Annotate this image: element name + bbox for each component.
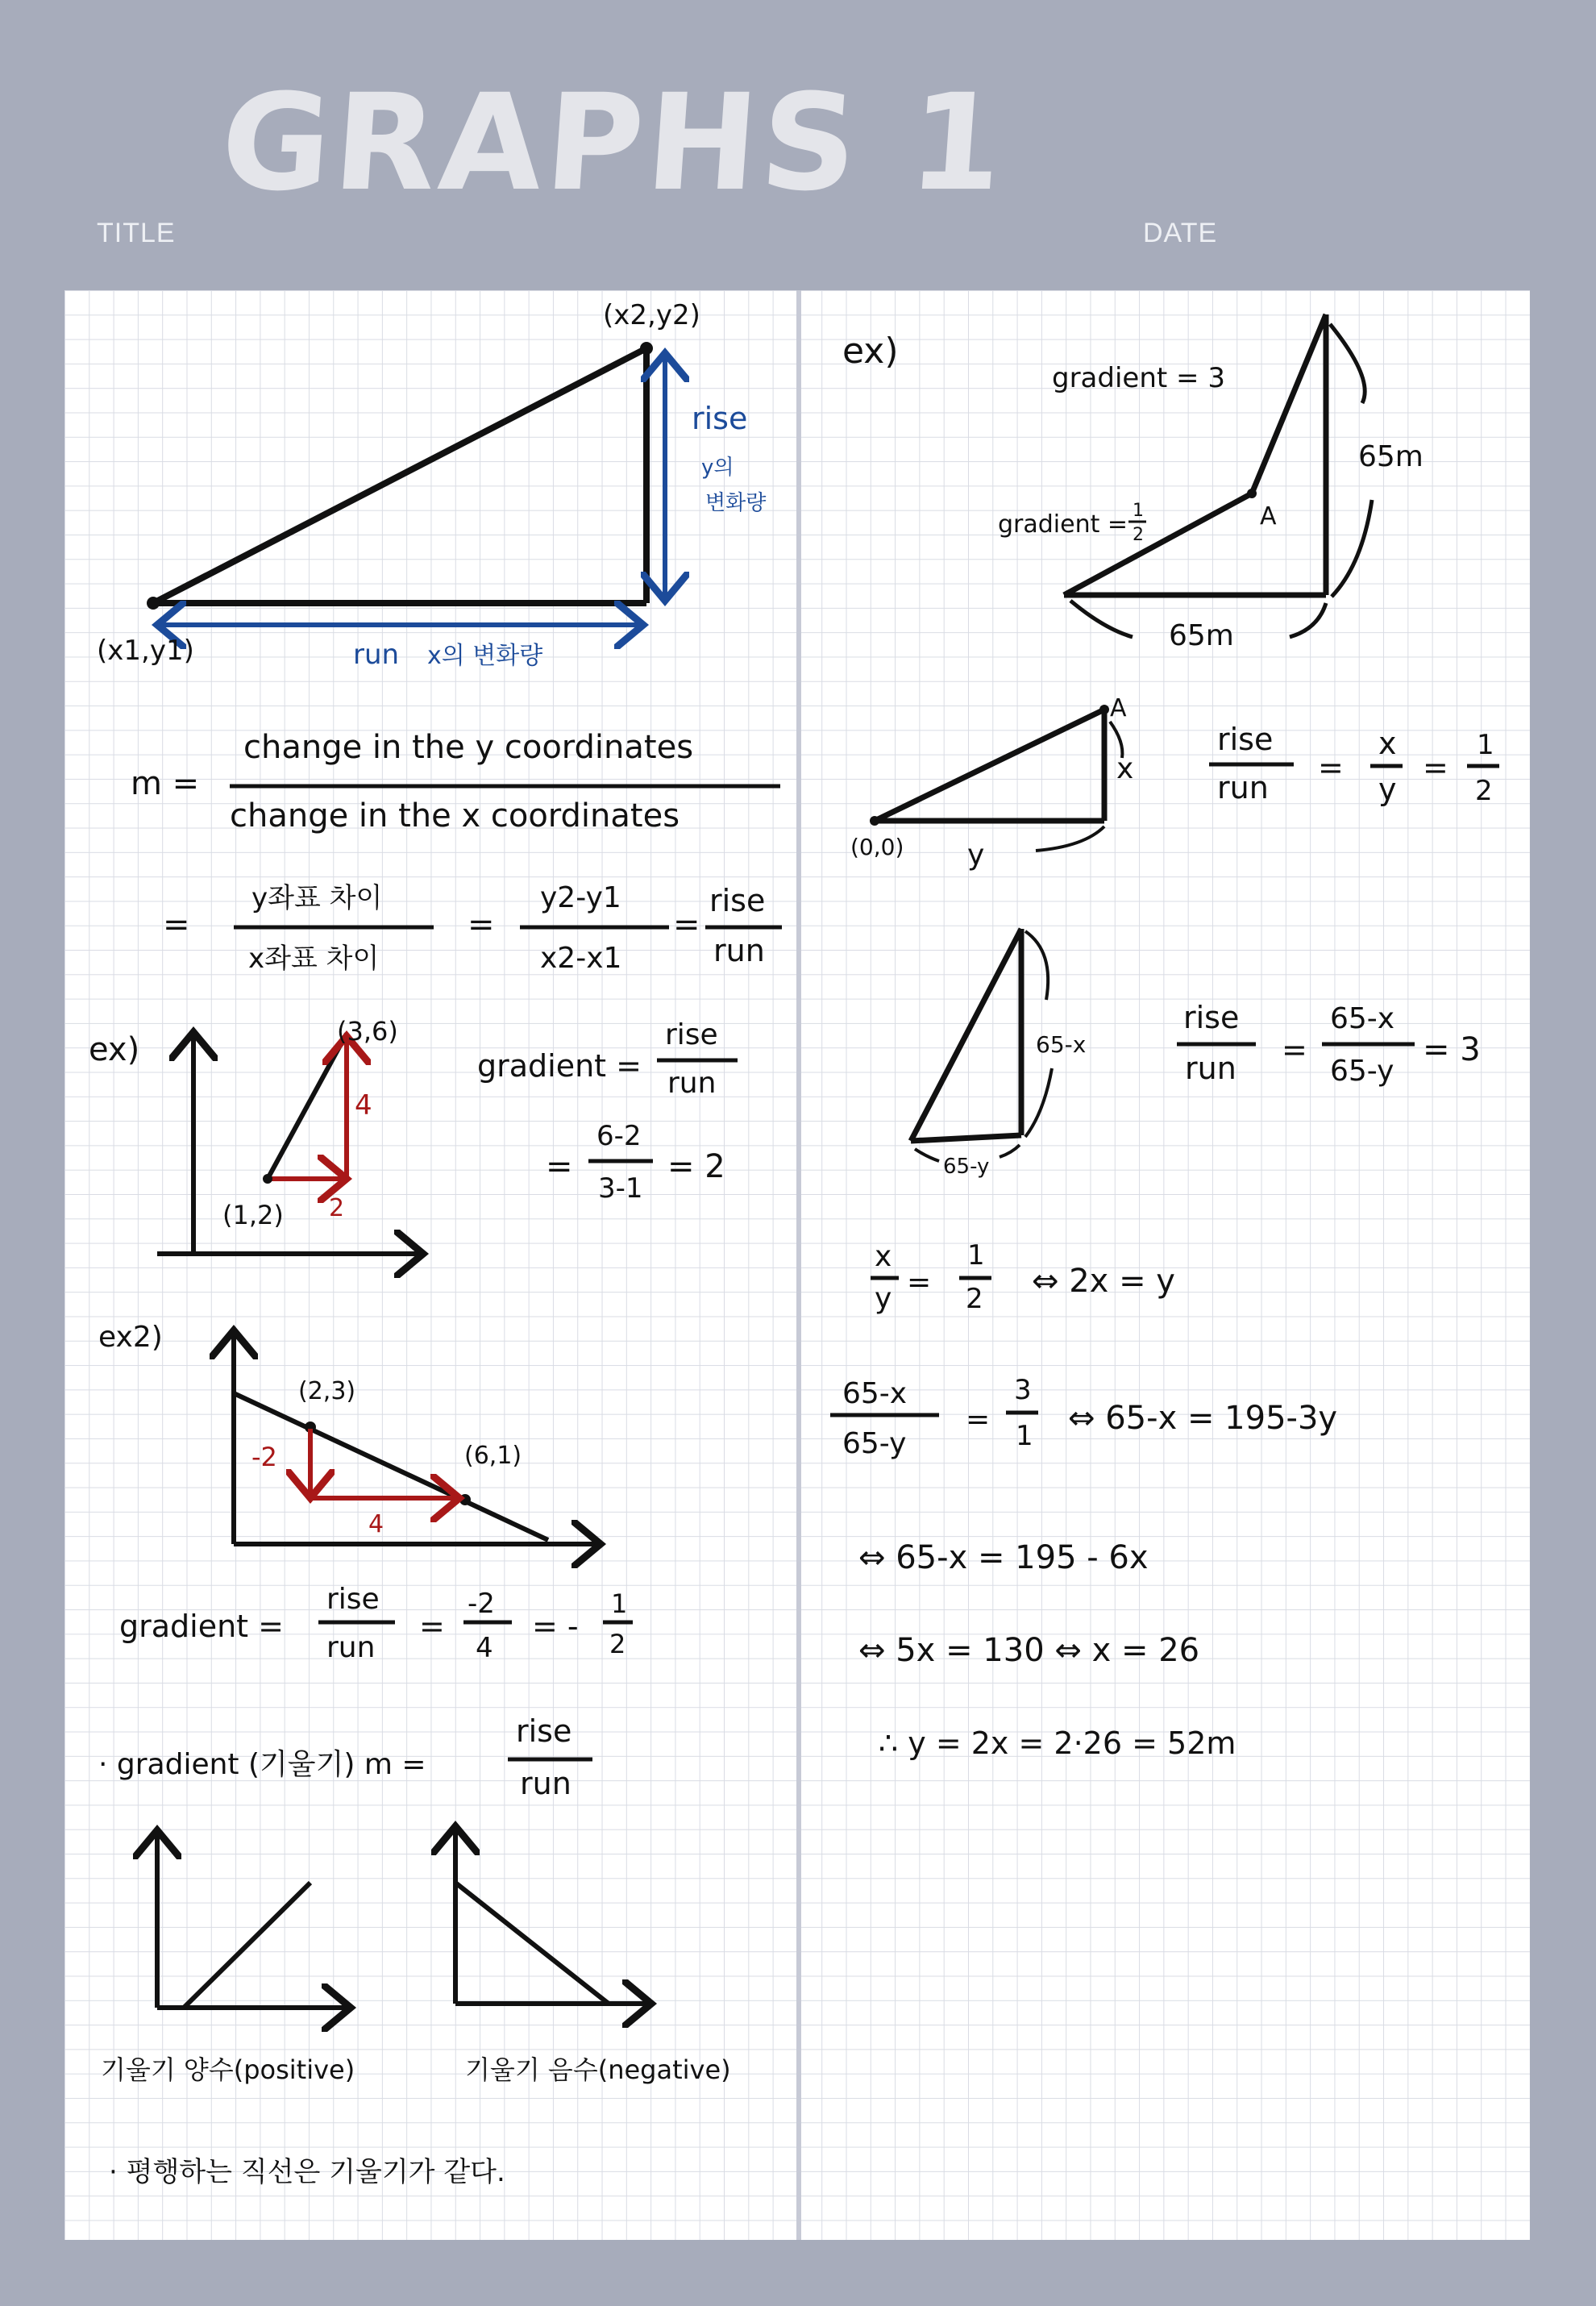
grid-paper bbox=[64, 290, 1530, 2240]
tri2-rise: rise bbox=[1183, 1000, 1240, 1035]
tri1-run: run bbox=[1217, 770, 1269, 805]
l1-one: 1 bbox=[967, 1239, 985, 1272]
point-x2y2: (x2,y2) bbox=[603, 299, 700, 331]
formula-denominator: change in the x coordinates bbox=[230, 797, 680, 835]
right-ex-label: ex) bbox=[842, 331, 899, 372]
l1-eq: = bbox=[907, 1266, 932, 1299]
l2-rhs: ⇔ 65-x = 195-3y bbox=[1068, 1400, 1338, 1437]
tri1-side-x: x bbox=[1116, 752, 1134, 785]
ex2-rise-value: -2 bbox=[251, 1442, 277, 1472]
rise-label: rise bbox=[692, 401, 748, 436]
l3: ⇔ 65-x = 195 - 6x bbox=[858, 1539, 1149, 1576]
l2-eq: = bbox=[966, 1403, 991, 1436]
kr-denominator: x좌표 차이 bbox=[248, 943, 380, 975]
l1-two: 2 bbox=[966, 1283, 983, 1315]
rise-note-2: 변화량 bbox=[705, 491, 767, 515]
ex2-point-a: (2,3) bbox=[298, 1377, 356, 1405]
tri2-eq: = bbox=[1282, 1032, 1307, 1068]
handwritten-notes bbox=[64, 290, 1530, 2240]
date-label: DATE bbox=[1143, 218, 1218, 248]
title-label: TITLE bbox=[97, 218, 176, 248]
l2-num: 65-x bbox=[842, 1377, 908, 1410]
side-bottom-65m: 65m bbox=[1169, 619, 1234, 652]
eq-3: = bbox=[673, 906, 700, 943]
ex2-run-value: 4 bbox=[368, 1510, 384, 1538]
formula-rise: rise bbox=[709, 883, 766, 918]
ex2-result-num: 1 bbox=[611, 1588, 628, 1619]
tri1-x: x bbox=[1378, 726, 1397, 761]
example-1 bbox=[89, 1016, 738, 1254]
l1-x: x bbox=[875, 1240, 892, 1273]
ex1-point-bottom: (1,2) bbox=[222, 1200, 284, 1230]
l1-y: y bbox=[875, 1282, 892, 1315]
ex1-eq: = bbox=[546, 1148, 573, 1185]
positive-gradient-graph bbox=[101, 1830, 355, 2085]
positive-label: 기울기 양수(positive) bbox=[101, 2054, 355, 2085]
ex2-frac-num: -2 bbox=[468, 1588, 495, 1620]
tri2-side-bottom: 65-y bbox=[943, 1155, 990, 1179]
slope-triangle-diagram bbox=[97, 299, 766, 671]
point-x1y1: (x1,y1) bbox=[97, 635, 194, 667]
tri1-eq: = bbox=[1318, 750, 1344, 785]
definition-run: run bbox=[520, 1766, 571, 1801]
eq-2: = bbox=[468, 906, 495, 943]
tri1-point-a: A bbox=[1110, 694, 1127, 722]
ex2-eq: = bbox=[419, 1609, 445, 1644]
ex2-result-sign: = - bbox=[532, 1609, 579, 1644]
tri2-side-vertical: 65-x bbox=[1036, 1031, 1087, 1058]
ex2-frac-den: 4 bbox=[476, 1632, 493, 1664]
formula-numerator: change in the y coordinates bbox=[243, 729, 694, 766]
parallel-note: · 평행하는 직선은 기울기가 같다. bbox=[109, 2156, 505, 2188]
rise-note-1: y의 bbox=[701, 456, 734, 480]
ex2-label: ex2) bbox=[98, 1321, 163, 1354]
ex1-run: run bbox=[667, 1067, 717, 1100]
run-label: run bbox=[353, 639, 400, 671]
ex2-rise: rise bbox=[326, 1583, 380, 1616]
ex1-run-value: 2 bbox=[329, 1194, 345, 1222]
tri1-two: 2 bbox=[1475, 775, 1493, 807]
l4: ⇔ 5x = 130 ⇔ x = 26 bbox=[858, 1632, 1200, 1669]
ex2-point-b: (6,1) bbox=[464, 1442, 522, 1470]
tri1-side-y: y bbox=[967, 839, 985, 872]
gradient-formula bbox=[131, 729, 782, 975]
small-triangle-2 bbox=[911, 929, 1481, 1179]
definition-rise: rise bbox=[516, 1713, 572, 1749]
kr-numerator: y좌표 차이 bbox=[251, 882, 383, 914]
page-header bbox=[0, 0, 1596, 290]
ex1-result: = 2 bbox=[667, 1148, 725, 1185]
tri1-origin: (0,0) bbox=[850, 834, 904, 860]
ex1-label: ex) bbox=[89, 1031, 140, 1068]
formula-run: run bbox=[713, 933, 765, 968]
ex1-point-top: (3,6) bbox=[337, 1016, 398, 1047]
ex1-rise: rise bbox=[665, 1018, 718, 1051]
example-2 bbox=[98, 1321, 633, 1664]
side-vertical-65m: 65m bbox=[1358, 440, 1424, 473]
tri2-run: run bbox=[1185, 1051, 1236, 1086]
ex1-gradient-word: gradient = bbox=[477, 1048, 642, 1084]
l5: ∴ y = 2x = 2·26 = 52m bbox=[879, 1725, 1236, 1761]
l2-three: 3 bbox=[1014, 1374, 1032, 1406]
tri2-den: 65-y bbox=[1330, 1055, 1394, 1088]
negative-label: 기울기 음수(negative) bbox=[465, 2054, 731, 2085]
tri1-y: y bbox=[1378, 772, 1397, 807]
ex1-rise-value: 4 bbox=[355, 1089, 372, 1122]
gradient-half-num: 1 bbox=[1133, 501, 1144, 521]
diff-numerator: y2-y1 bbox=[540, 881, 621, 914]
ex2-gradient-word: gradient = bbox=[119, 1609, 284, 1644]
tri2-result: = 3 bbox=[1423, 1031, 1481, 1068]
ex1-calc-den: 3-1 bbox=[598, 1172, 643, 1205]
negative-gradient-graph bbox=[455, 1826, 731, 2085]
diff-denominator: x2-x1 bbox=[540, 942, 622, 975]
gradient-half-word: gradient = bbox=[998, 510, 1128, 539]
page-title: GRAPHS 1 bbox=[216, 65, 1012, 220]
right-example-figure bbox=[842, 314, 1424, 652]
gradient-3-label: gradient = 3 bbox=[1052, 362, 1225, 394]
tri1-one: 1 bbox=[1477, 729, 1494, 761]
ex2-result-den: 2 bbox=[609, 1629, 626, 1659]
ex1-calc-num: 6-2 bbox=[596, 1120, 642, 1152]
tri1-eq2: = bbox=[1423, 750, 1448, 785]
tri1-rise: rise bbox=[1217, 722, 1274, 757]
m-equals: m = bbox=[131, 765, 200, 802]
l2-den: 65-y bbox=[842, 1427, 907, 1460]
definition-text: · gradient (기울기) m = bbox=[98, 1748, 426, 1781]
small-triangle-1 bbox=[850, 694, 1499, 872]
eq-1: = bbox=[163, 906, 190, 943]
gradient-half-den: 2 bbox=[1133, 525, 1144, 545]
run-note: x의 변화량 bbox=[427, 642, 543, 670]
solution-steps bbox=[830, 1239, 1337, 1761]
gradient-definition bbox=[98, 1713, 592, 1801]
tri2-num: 65-x bbox=[1330, 1002, 1395, 1035]
right-point-a: A bbox=[1260, 502, 1277, 531]
ex2-run: run bbox=[326, 1631, 376, 1664]
l2-one: 1 bbox=[1016, 1420, 1033, 1452]
l1-rhs: ⇔ 2x = y bbox=[1032, 1263, 1175, 1300]
